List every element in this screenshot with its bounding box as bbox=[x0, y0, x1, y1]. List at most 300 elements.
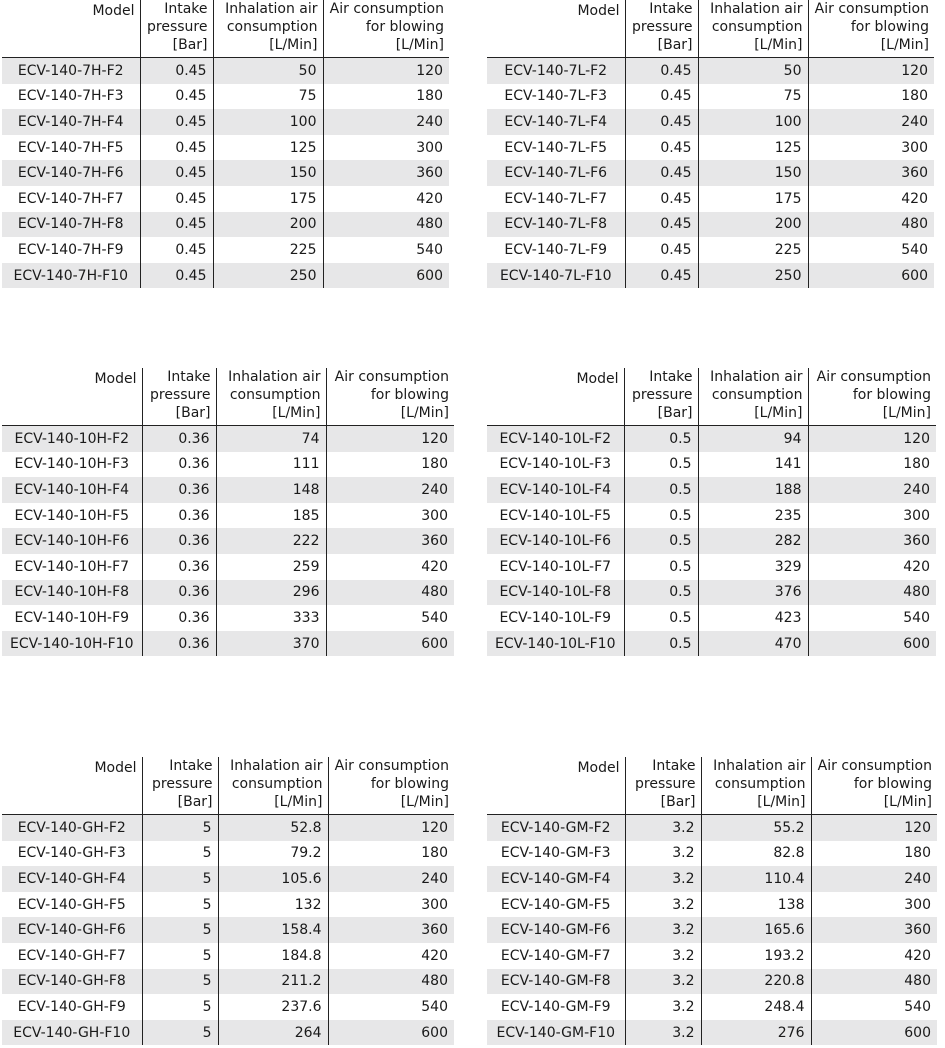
header-intake-pressure bbox=[624, 368, 698, 426]
model-cell: ECV-140-7L-F8 bbox=[487, 212, 625, 238]
blowing-cell: 480 bbox=[323, 212, 449, 238]
table-row bbox=[487, 452, 936, 478]
model-cell: ECV-140-GM-F3 bbox=[487, 841, 625, 867]
header-model: Model bbox=[2, 757, 142, 815]
table-row bbox=[487, 554, 936, 580]
table-row bbox=[487, 58, 934, 84]
inhalation-cell: 225 bbox=[698, 237, 808, 263]
pressure-cell: 0.36 bbox=[142, 631, 216, 657]
inhalation-cell: 52.8 bbox=[218, 815, 328, 841]
table-row bbox=[487, 580, 936, 606]
blowing-cell: 600 bbox=[323, 263, 449, 289]
inhalation-cell: 75 bbox=[698, 84, 808, 110]
table-row bbox=[2, 452, 454, 478]
pressure-cell: 5 bbox=[142, 815, 218, 841]
table-header-row bbox=[487, 368, 936, 426]
inhalation-cell: 329 bbox=[698, 554, 808, 580]
pressure-cell: 0.45 bbox=[140, 263, 213, 289]
pressure-cell: 0.36 bbox=[142, 554, 216, 580]
header-intake-pressure-line: [Bar] bbox=[657, 37, 693, 53]
blowing-cell: 120 bbox=[808, 426, 936, 452]
model-cell: ECV-140-10H-F10 bbox=[2, 631, 142, 657]
inhalation-cell: 100 bbox=[698, 109, 808, 135]
header-intake-pressure bbox=[142, 757, 218, 815]
table-row bbox=[2, 212, 449, 238]
inhalation-cell: 55.2 bbox=[701, 815, 811, 841]
model-cell: ECV-140-7L-F2 bbox=[487, 58, 625, 84]
blowing-cell: 180 bbox=[421, 456, 448, 473]
model-cell: ECV-140-GM-F10 bbox=[487, 1020, 625, 1046]
header-inhalation-air-line: Inhalation air bbox=[710, 369, 803, 385]
pressure-cell: 0.5 bbox=[624, 528, 698, 554]
header-intake-pressure-line: [Bar] bbox=[177, 794, 213, 810]
pressure-cell: 0.45 bbox=[625, 160, 698, 186]
model-cell: ECV-140-GM-F8 bbox=[487, 969, 625, 995]
header-air-blowing-line: for blowing bbox=[850, 19, 929, 35]
blowing-cell: 120 bbox=[328, 815, 454, 841]
table-row bbox=[2, 58, 449, 84]
table-header-row bbox=[2, 0, 449, 58]
model-cell: ECV-140-10H-F5 bbox=[2, 503, 142, 529]
table-row bbox=[487, 109, 934, 135]
header-intake-pressure-line: Intake bbox=[164, 1, 208, 17]
blowing-cell: 600 bbox=[811, 1020, 937, 1046]
blowing-cell: 180 bbox=[903, 456, 930, 473]
blowing-cell: 420 bbox=[904, 947, 931, 964]
blowing-cell: 600 bbox=[808, 631, 936, 657]
inhalation-cell: 150 bbox=[698, 160, 808, 186]
header-air-blowing-line: for blowing bbox=[852, 387, 931, 403]
model-cell: ECV-140-GH-F10 bbox=[2, 1020, 142, 1046]
table-row bbox=[487, 841, 937, 867]
header-intake-pressure-line: pressure bbox=[150, 387, 211, 403]
table-row bbox=[487, 631, 936, 657]
inhalation-cell: 150 bbox=[213, 160, 323, 186]
table-row bbox=[2, 1020, 454, 1046]
header-intake-pressure-line: [Bar] bbox=[660, 794, 696, 810]
blowing-cell: 600 bbox=[328, 1020, 454, 1046]
spec-table bbox=[487, 368, 936, 656]
inhalation-cell: 111 bbox=[216, 452, 326, 478]
table-header-row bbox=[2, 368, 454, 426]
pressure-cell: 0.45 bbox=[140, 186, 213, 212]
header-model: Model bbox=[487, 757, 625, 815]
blowing-cell: 240 bbox=[323, 109, 449, 135]
model-cell: ECV-140-7L-F7 bbox=[487, 186, 625, 212]
table-row bbox=[487, 943, 937, 969]
model-cell: ECV-140-7H-F8 bbox=[2, 212, 140, 238]
pressure-cell: 0.36 bbox=[142, 477, 216, 503]
table-row bbox=[2, 528, 454, 554]
inhalation-cell: 423 bbox=[698, 605, 808, 631]
model-cell: ECV-140-GH-F5 bbox=[2, 892, 142, 918]
model-cell: ECV-140-10L-F8 bbox=[487, 580, 624, 606]
model-cell: ECV-140-7H-F7 bbox=[2, 186, 140, 212]
pressure-cell: 0.36 bbox=[142, 528, 216, 554]
table-row bbox=[487, 135, 934, 161]
inhalation-cell: 165.6 bbox=[701, 917, 811, 943]
pressure-cell: 3.2 bbox=[625, 841, 701, 867]
pressure-cell: 5 bbox=[142, 1020, 218, 1046]
inhalation-cell: 296 bbox=[216, 580, 326, 606]
header-inhalation-air-line: consumption bbox=[711, 387, 803, 403]
header-air-blowing-line: Air consumption bbox=[817, 758, 932, 774]
header-air-blowing-line: [L/Min] bbox=[400, 405, 449, 421]
pressure-cell: 5 bbox=[142, 994, 218, 1020]
header-intake-pressure-line: [Bar] bbox=[175, 405, 211, 421]
model-cell: ECV-140-10L-F7 bbox=[487, 554, 624, 580]
pressure-cell: 0.5 bbox=[624, 580, 698, 606]
table-row bbox=[487, 212, 934, 238]
table-row bbox=[2, 503, 454, 529]
header-inhalation-air-line: [L/Min] bbox=[272, 405, 321, 421]
header-inhalation-air-line: consumption bbox=[229, 387, 321, 403]
table-row bbox=[2, 917, 454, 943]
inhalation-cell: 250 bbox=[213, 263, 323, 289]
blowing-cell: 540 bbox=[421, 609, 448, 626]
inhalation-cell: 110.4 bbox=[701, 866, 811, 892]
pressure-cell: 0.5 bbox=[624, 452, 698, 478]
table-row bbox=[487, 503, 936, 529]
table-row bbox=[2, 263, 449, 289]
inhalation-cell: 105.6 bbox=[218, 866, 328, 892]
table-row bbox=[2, 135, 449, 161]
blowing-cell: 540 bbox=[904, 998, 931, 1015]
model-cell: ECV-140-7H-F9 bbox=[2, 237, 140, 263]
model-cell: ECV-140-10H-F9 bbox=[2, 605, 142, 631]
blowing-cell: 240 bbox=[808, 477, 936, 503]
header-air-blowing-line: [L/Min] bbox=[882, 405, 931, 421]
header-intake-pressure-line: Intake bbox=[167, 369, 211, 385]
inhalation-cell: 141 bbox=[698, 452, 808, 478]
blowing-cell: 120 bbox=[326, 426, 454, 452]
pressure-cell: 0.36 bbox=[142, 452, 216, 478]
header-intake-pressure-line: Intake bbox=[649, 1, 693, 17]
header-intake-pressure-line: pressure bbox=[635, 776, 696, 792]
model-cell: ECV-140-GH-F6 bbox=[2, 917, 142, 943]
table-row bbox=[2, 866, 454, 892]
header-intake-pressure-line: [Bar] bbox=[657, 405, 693, 421]
blowing-cell: 480 bbox=[811, 969, 937, 995]
pressure-cell: 0.45 bbox=[625, 263, 698, 289]
header-inhalation-air-line: Inhalation air bbox=[225, 1, 318, 17]
inhalation-cell: 370 bbox=[216, 631, 326, 657]
inhalation-cell: 264 bbox=[218, 1020, 328, 1046]
inhalation-cell: 333 bbox=[216, 605, 326, 631]
blowing-cell: 120 bbox=[811, 815, 937, 841]
spec-table bbox=[2, 368, 454, 656]
inhalation-cell: 376 bbox=[698, 580, 808, 606]
table-row bbox=[487, 263, 934, 289]
header-inhalation-air-line: consumption bbox=[226, 19, 318, 35]
blowing-cell: 540 bbox=[421, 998, 448, 1015]
header-air-blowing-line: for blowing bbox=[853, 776, 932, 792]
table-row bbox=[2, 631, 454, 657]
pressure-cell: 0.45 bbox=[140, 109, 213, 135]
inhalation-cell: 79.2 bbox=[218, 841, 328, 867]
model-cell: ECV-140-10L-F2 bbox=[487, 426, 624, 452]
pressure-cell: 0.45 bbox=[140, 135, 213, 161]
inhalation-cell: 211.2 bbox=[218, 969, 328, 995]
blowing-cell: 600 bbox=[808, 263, 934, 289]
blowing-cell: 300 bbox=[903, 507, 930, 524]
inhalation-cell: 125 bbox=[698, 135, 808, 161]
pressure-cell: 0.45 bbox=[140, 84, 213, 110]
pressure-cell: 5 bbox=[142, 841, 218, 867]
header-air-blowing-line: Air consumption bbox=[334, 758, 449, 774]
header-intake-pressure-line: Intake bbox=[169, 758, 213, 774]
pressure-cell: 0.45 bbox=[140, 212, 213, 238]
header-inhalation-air-line: Inhalation air bbox=[710, 1, 803, 17]
model-cell: ECV-140-10L-F5 bbox=[487, 503, 624, 529]
blowing-cell: 180 bbox=[901, 88, 928, 105]
model-cell: ECV-140-10H-F7 bbox=[2, 554, 142, 580]
header-intake-pressure-line: pressure bbox=[632, 19, 693, 35]
model-cell: ECV-140-7L-F10 bbox=[487, 263, 625, 289]
blowing-cell: 300 bbox=[904, 896, 931, 913]
pressure-cell: 5 bbox=[142, 892, 218, 918]
model-cell: ECV-140-7H-F6 bbox=[2, 160, 140, 186]
header-inhalation-air-line: consumption bbox=[714, 776, 806, 792]
model-cell: ECV-140-7H-F5 bbox=[2, 135, 140, 161]
header-inhalation-air bbox=[701, 757, 811, 815]
header-air-blowing-line: Air consumption bbox=[329, 1, 444, 17]
pressure-cell: 3.2 bbox=[625, 994, 701, 1020]
blowing-cell: 300 bbox=[901, 139, 928, 156]
inhalation-cell: 200 bbox=[698, 212, 808, 238]
table-row bbox=[2, 109, 449, 135]
spec-table bbox=[487, 757, 937, 1045]
blowing-cell: 240 bbox=[808, 109, 934, 135]
model-cell: ECV-140-GM-F4 bbox=[487, 866, 625, 892]
table-row bbox=[2, 605, 454, 631]
blowing-cell: 300 bbox=[421, 896, 448, 913]
table-row bbox=[2, 969, 454, 995]
model-cell: ECV-140-GM-F2 bbox=[487, 815, 625, 841]
header-intake-pressure bbox=[140, 0, 213, 58]
header-inhalation-air-line: [L/Min] bbox=[754, 37, 803, 53]
table-row bbox=[487, 237, 934, 263]
table-row bbox=[487, 186, 934, 212]
blowing-cell: 360 bbox=[328, 917, 454, 943]
model-cell: ECV-140-GH-F4 bbox=[2, 866, 142, 892]
blowing-cell: 480 bbox=[808, 580, 936, 606]
pressure-cell: 0.5 bbox=[624, 477, 698, 503]
pressure-cell: 0.45 bbox=[625, 84, 698, 110]
pressure-cell: 0.36 bbox=[142, 503, 216, 529]
inhalation-cell: 132 bbox=[218, 892, 328, 918]
blowing-cell: 480 bbox=[808, 212, 934, 238]
table-row bbox=[2, 892, 454, 918]
model-cell: ECV-140-7H-F10 bbox=[2, 263, 140, 289]
inhalation-cell: 50 bbox=[698, 58, 808, 84]
header-inhalation-air bbox=[216, 368, 326, 426]
model-cell: ECV-140-GH-F8 bbox=[2, 969, 142, 995]
blowing-cell: 180 bbox=[904, 845, 931, 862]
pressure-cell: 0.45 bbox=[625, 186, 698, 212]
table-row bbox=[2, 943, 454, 969]
header-air-blowing-line: for blowing bbox=[370, 776, 449, 792]
model-cell: ECV-140-7L-F3 bbox=[487, 84, 625, 110]
table-row bbox=[2, 841, 454, 867]
model-cell: ECV-140-10H-F3 bbox=[2, 452, 142, 478]
blowing-cell: 480 bbox=[328, 969, 454, 995]
header-inhalation-air bbox=[698, 0, 808, 58]
header-inhalation-air bbox=[218, 757, 328, 815]
header-air-blowing bbox=[323, 0, 449, 58]
model-cell: ECV-140-GH-F3 bbox=[2, 841, 142, 867]
header-model: Model bbox=[487, 368, 624, 426]
table-row bbox=[487, 866, 937, 892]
pressure-cell: 0.45 bbox=[140, 237, 213, 263]
pressure-cell: 5 bbox=[142, 943, 218, 969]
blowing-cell: 540 bbox=[901, 241, 928, 258]
inhalation-cell: 148 bbox=[216, 477, 326, 503]
model-cell: ECV-140-7H-F4 bbox=[2, 109, 140, 135]
table-row bbox=[487, 528, 936, 554]
table-row bbox=[2, 186, 449, 212]
model-cell: ECV-140-10L-F6 bbox=[487, 528, 624, 554]
header-inhalation-air-line: consumption bbox=[711, 19, 803, 35]
model-cell: ECV-140-7L-F6 bbox=[487, 160, 625, 186]
header-air-blowing bbox=[808, 368, 936, 426]
blowing-cell: 600 bbox=[326, 631, 454, 657]
model-cell: ECV-140-GM-F9 bbox=[487, 994, 625, 1020]
pressure-cell: 0.45 bbox=[140, 160, 213, 186]
header-intake-pressure-line: pressure bbox=[152, 776, 213, 792]
inhalation-cell: 220.8 bbox=[701, 969, 811, 995]
inhalation-cell: 185 bbox=[216, 503, 326, 529]
header-air-blowing-line: [L/Min] bbox=[395, 37, 444, 53]
pressure-cell: 5 bbox=[142, 969, 218, 995]
blowing-cell: 420 bbox=[901, 190, 928, 207]
model-cell: ECV-140-7L-F4 bbox=[487, 109, 625, 135]
inhalation-cell: 237.6 bbox=[218, 994, 328, 1020]
blowing-cell: 300 bbox=[421, 507, 448, 524]
header-air-blowing-line: [L/Min] bbox=[400, 794, 449, 810]
model-cell: ECV-140-10L-F3 bbox=[487, 452, 624, 478]
table-row bbox=[2, 994, 454, 1020]
header-air-blowing-line: [L/Min] bbox=[880, 37, 929, 53]
spec-table bbox=[2, 757, 454, 1045]
inhalation-cell: 74 bbox=[216, 426, 326, 452]
table-row bbox=[2, 580, 454, 606]
header-inhalation-air bbox=[698, 368, 808, 426]
table-row bbox=[2, 237, 449, 263]
table-row bbox=[487, 969, 937, 995]
pressure-cell: 0.36 bbox=[142, 580, 216, 606]
inhalation-cell: 184.8 bbox=[218, 943, 328, 969]
header-inhalation-air-line: [L/Min] bbox=[757, 794, 806, 810]
spec-table bbox=[487, 0, 934, 288]
header-air-blowing-line: [L/Min] bbox=[883, 794, 932, 810]
header-air-blowing bbox=[811, 757, 937, 815]
blowing-cell: 180 bbox=[421, 845, 448, 862]
inhalation-cell: 175 bbox=[213, 186, 323, 212]
table-row bbox=[2, 84, 449, 110]
spec-table bbox=[2, 0, 449, 288]
inhalation-cell: 276 bbox=[701, 1020, 811, 1046]
blowing-cell: 420 bbox=[903, 558, 930, 575]
pressure-cell: 0.5 bbox=[624, 631, 698, 657]
inhalation-cell: 175 bbox=[698, 186, 808, 212]
table-header-row bbox=[487, 0, 934, 58]
pressure-cell: 3.2 bbox=[625, 866, 701, 892]
inhalation-cell: 188 bbox=[698, 477, 808, 503]
header-inhalation-air-line: Inhalation air bbox=[230, 758, 323, 774]
pressure-cell: 5 bbox=[142, 917, 218, 943]
model-cell: ECV-140-GH-F2 bbox=[2, 815, 142, 841]
pressure-cell: 0.45 bbox=[625, 109, 698, 135]
pressure-cell: 5 bbox=[142, 866, 218, 892]
blowing-cell: 540 bbox=[903, 609, 930, 626]
model-cell: ECV-140-GM-F6 bbox=[487, 917, 625, 943]
inhalation-cell: 222 bbox=[216, 528, 326, 554]
table-row bbox=[487, 994, 937, 1020]
blowing-cell: 120 bbox=[808, 58, 934, 84]
header-air-blowing bbox=[808, 0, 934, 58]
header-intake-pressure-line: Intake bbox=[652, 758, 696, 774]
table-row bbox=[487, 605, 936, 631]
table-row bbox=[2, 815, 454, 841]
header-intake-pressure-line: [Bar] bbox=[172, 37, 208, 53]
header-air-blowing-line: Air consumption bbox=[334, 369, 449, 385]
pressure-cell: 3.2 bbox=[625, 815, 701, 841]
pressure-cell: 0.45 bbox=[625, 135, 698, 161]
pressure-cell: 0.36 bbox=[142, 605, 216, 631]
header-model: Model bbox=[2, 0, 140, 58]
blowing-cell: 240 bbox=[811, 866, 937, 892]
header-model: Model bbox=[487, 0, 625, 58]
header-intake-pressure bbox=[625, 757, 701, 815]
model-cell: ECV-140-10L-F4 bbox=[487, 477, 624, 503]
table-row bbox=[487, 426, 936, 452]
table-row bbox=[2, 554, 454, 580]
model-cell: ECV-140-7H-F2 bbox=[2, 58, 140, 84]
inhalation-cell: 100 bbox=[213, 109, 323, 135]
pressure-cell: 0.5 bbox=[624, 554, 698, 580]
inhalation-cell: 248.4 bbox=[701, 994, 811, 1020]
header-air-blowing bbox=[326, 368, 454, 426]
blowing-cell: 240 bbox=[328, 866, 454, 892]
inhalation-cell: 75 bbox=[213, 84, 323, 110]
header-air-blowing-line: Air consumption bbox=[816, 369, 931, 385]
table-row bbox=[2, 477, 454, 503]
model-cell: ECV-140-GM-F5 bbox=[487, 892, 625, 918]
table-header-row bbox=[2, 757, 454, 815]
pressure-cell: 0.5 bbox=[624, 426, 698, 452]
pressure-cell: 3.2 bbox=[625, 943, 701, 969]
table-row bbox=[487, 160, 934, 186]
model-cell: ECV-140-GH-F7 bbox=[2, 943, 142, 969]
header-intake-pressure bbox=[142, 368, 216, 426]
header-intake-pressure bbox=[625, 0, 698, 58]
table-row bbox=[2, 426, 454, 452]
header-inhalation-air bbox=[213, 0, 323, 58]
table-header-row bbox=[487, 757, 937, 815]
pressure-cell: 3.2 bbox=[625, 969, 701, 995]
inhalation-cell: 235 bbox=[698, 503, 808, 529]
inhalation-cell: 50 bbox=[213, 58, 323, 84]
header-air-blowing-line: for blowing bbox=[365, 19, 444, 35]
header-air-blowing bbox=[328, 757, 454, 815]
inhalation-cell: 125 bbox=[213, 135, 323, 161]
model-cell: ECV-140-10H-F4 bbox=[2, 477, 142, 503]
model-cell: ECV-140-10H-F6 bbox=[2, 528, 142, 554]
header-air-blowing-line: Air consumption bbox=[814, 1, 929, 17]
blowing-cell: 120 bbox=[323, 58, 449, 84]
header-inhalation-air-line: consumption bbox=[231, 776, 323, 792]
